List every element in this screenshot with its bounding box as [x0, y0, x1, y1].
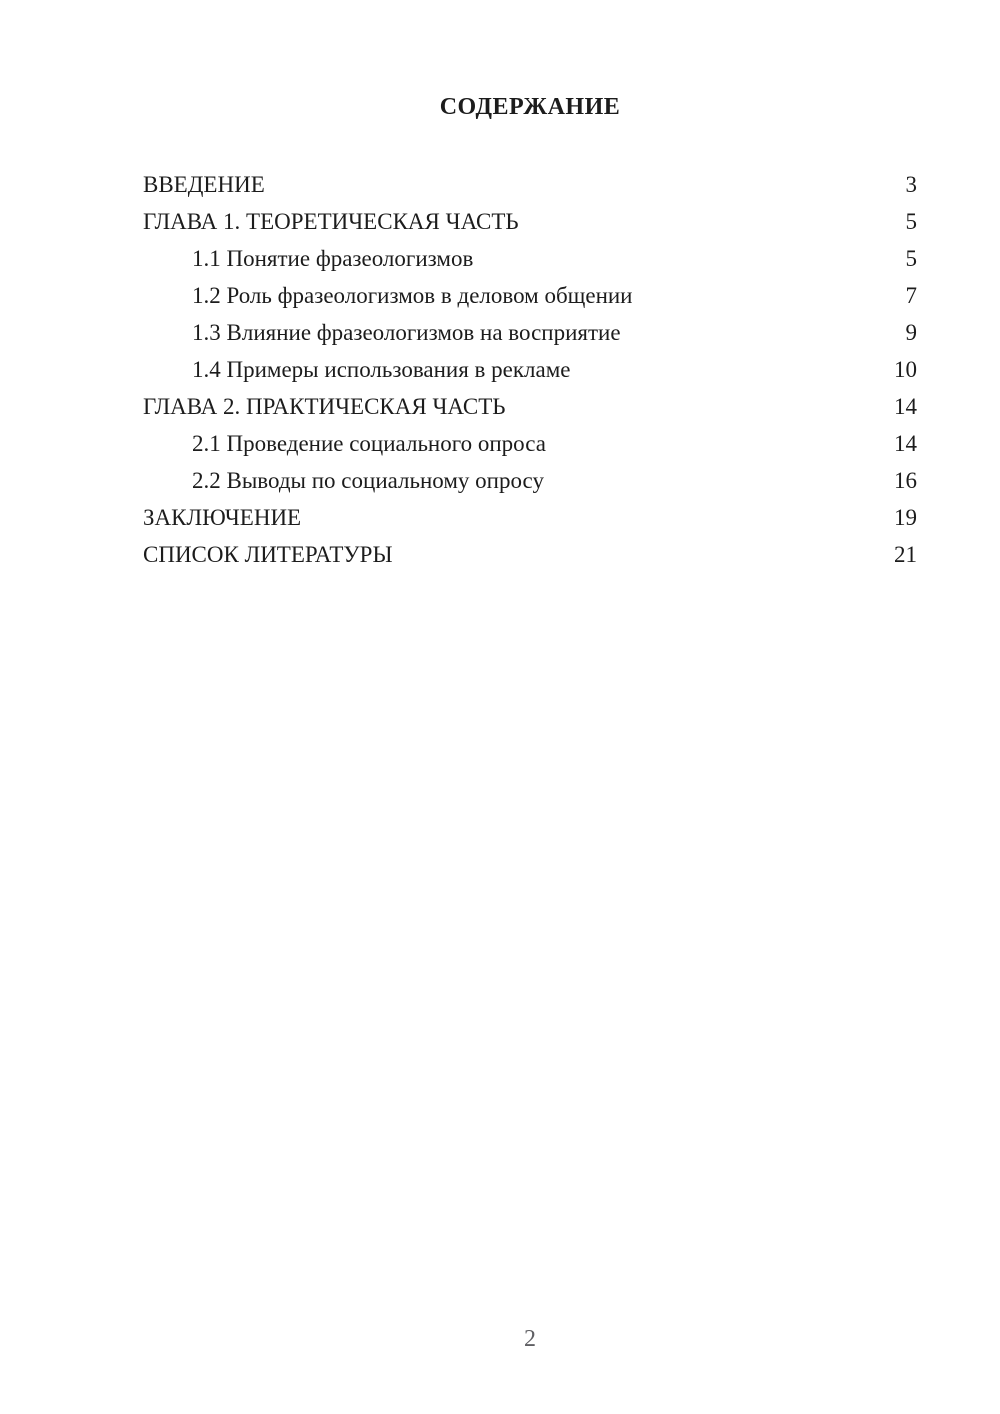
- toc-entry-label: ГЛАВА 2. ПРАКТИЧЕСКАЯ ЧАСТЬ: [143, 394, 506, 419]
- toc-entry-page: 9: [905, 320, 917, 345]
- toc-entry-label: 1.2 Роль фразеологизмов в деловом общении: [192, 283, 633, 308]
- toc-entry-page: 3: [905, 172, 917, 197]
- toc-entry: [143, 388, 917, 425]
- toc-entry: [143, 314, 917, 351]
- toc-entry-page: 21: [894, 542, 917, 567]
- toc-entry-page: 5: [905, 209, 917, 234]
- toc-entry: [143, 203, 917, 240]
- toc-entry-page: 7: [905, 283, 917, 308]
- toc-entry: [143, 166, 917, 203]
- toc-entry-page: 5: [905, 246, 917, 271]
- toc-entry: [143, 351, 917, 388]
- toc-entry: [143, 499, 917, 536]
- toc-entry-label: ЗАКЛЮЧЕНИЕ: [143, 505, 302, 530]
- toc-entry: [143, 536, 917, 573]
- toc-entry-label: СПИСОК ЛИТЕРАТУРЫ: [143, 542, 393, 567]
- table-of-contents: [143, 166, 917, 573]
- toc-entry: [143, 240, 917, 277]
- toc-entry: [143, 425, 917, 462]
- page-title: СОДЕРЖАНИЕ: [439, 94, 621, 120]
- toc-entry-label: 2.2 Выводы по социальному опросу: [192, 468, 544, 493]
- toc-entry-page: 14: [894, 431, 917, 456]
- footer-page-number: 2: [524, 1326, 536, 1352]
- page-content: [143, 0, 917, 573]
- toc-entry-label: ГЛАВА 1. ТЕОРЕТИЧЕСКАЯ ЧАСТЬ: [143, 209, 519, 234]
- toc-entry-page: 10: [894, 357, 917, 382]
- toc-entry-page: 16: [894, 468, 917, 493]
- toc-entry-label: ВВЕДЕНИЕ: [143, 172, 265, 197]
- toc-entry: [143, 462, 917, 499]
- toc-entry-label: 1.1 Понятие фразеологизмов: [192, 246, 474, 271]
- toc-entry-page: 14: [894, 394, 917, 419]
- toc-entry-label: 1.3 Влияние фразеологизмов на восприятие: [192, 320, 621, 345]
- toc-entry: [143, 277, 917, 314]
- toc-entry-label: 1.4 Примеры использования в рекламе: [192, 357, 571, 382]
- toc-entry-label: 2.1 Проведение социального опроса: [192, 431, 546, 456]
- toc-entry-page: 19: [894, 505, 917, 530]
